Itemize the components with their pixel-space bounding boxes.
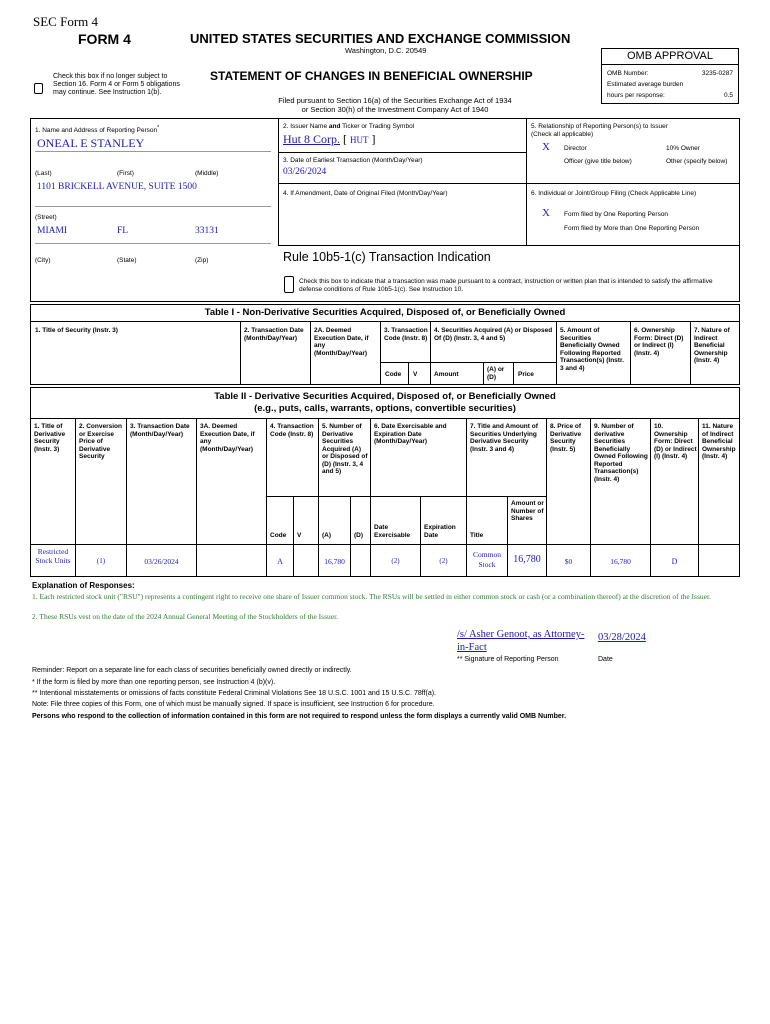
- t2-h3: 3. Transaction Date (Month/Day/Year): [130, 423, 190, 438]
- t2-h10: 10. Ownership Form: Direct (D) or Indirect (I) (Instr. 4): [654, 423, 697, 460]
- one-person-label: Form filed by One Reporting Person: [564, 211, 669, 218]
- t1-h5: 5. Amount of Securities Beneficially Owned Following Reported Transaction(s) (Instr. 3 and 4): [560, 327, 624, 372]
- sec-form-label: SEC Form 4: [33, 14, 99, 29]
- t2-h4: 4. Transaction Code (Instr. 8): [270, 423, 314, 438]
- t1-h2a: 2A. Deemed Execution Date, if any (Month/Day/Year): [314, 327, 369, 357]
- explanation-note-1: 1. Each restricted stock unit ("RSU") represents a contingent right to receive one share of Issuer common stock. The RSUs will be settled in either common stock or cash (or a combination thereof) at the discretion of the Issuer.: [32, 592, 711, 601]
- t2-row-owned: 16,780: [610, 557, 631, 566]
- t2-a: (A): [322, 532, 332, 539]
- zip-label: (Zip): [195, 257, 209, 264]
- footer-note-copies: Note: File three copies of this Form, one of which must be manually signed. If space is insufficient, see Instruction 6 for procedure.: [32, 701, 435, 708]
- t1-v: V: [413, 371, 418, 378]
- omb-title: OMB APPROVAL: [602, 49, 738, 65]
- explanation-title: Explanation of Responses:: [32, 581, 135, 590]
- state-label: (State): [117, 257, 137, 264]
- issuer-label: 2. Issuer Name and Ticker or Trading Symbol: [283, 123, 415, 130]
- t2-amount-shares: Amount or Number of Shares: [511, 500, 544, 522]
- t2-h1: 1. Title of Derivative Security (Instr. 3): [34, 423, 66, 453]
- t1-price: Price: [518, 371, 534, 378]
- t2-row-conv[interactable]: (1): [96, 557, 106, 565]
- director-mark[interactable]: X: [542, 141, 550, 153]
- t1-h1: 1. Title of Security (Instr. 3): [35, 327, 118, 334]
- t2-row-a: 16,780: [324, 557, 345, 566]
- t2-d: (D): [354, 532, 364, 539]
- t2-v: V: [297, 532, 302, 539]
- footer-note-star: * If the form is filed by more than one reporting person, see Instruction 4 (b)(v).: [32, 679, 276, 686]
- footer-omb-notice: Persons who respond to the collection of information contained in this form are not required to respond unless the form displays a currently valid OMB Number.: [32, 713, 567, 720]
- middle-label: (Middle): [195, 170, 219, 177]
- t2-h2: 2. Conversion or Exercise Price of Derivative Security: [79, 423, 122, 460]
- t2-h7: 7. Title and Amount of Securities Underlying Derivative Security (Instr. 3 and 4): [470, 423, 538, 453]
- t2-row-title: Common Stock: [473, 550, 501, 569]
- t2-date-exercisable: Date Exercisable: [374, 524, 411, 539]
- t1-amount: Amount: [434, 371, 459, 378]
- omb-burden-label: Estimated average burden: [607, 81, 684, 88]
- officer-label: Officer (give title below): [564, 158, 632, 165]
- city-value: MIAMI: [37, 226, 68, 236]
- street-label: (Street): [35, 214, 57, 221]
- form-title: FORM 4: [78, 31, 131, 47]
- last-label: (Last): [35, 170, 52, 177]
- rule-10b5-checkbox[interactable]: [284, 276, 294, 293]
- omb-approval-box: [601, 48, 739, 104]
- t2-row-shares: 16,780: [513, 554, 541, 565]
- t2-row-form: D: [671, 557, 678, 566]
- ten-percent-owner-label: 10% Owner: [666, 145, 700, 152]
- t2-h9: 9. Number of derivative Securities Beneficially Owned Following Reported Transaction(s) (Instr. 4): [594, 423, 648, 483]
- more-persons-label: Form filed by More than One Reporting Person: [564, 225, 700, 232]
- reporting-person-name: ONEAL E STANLEY: [37, 136, 145, 150]
- omb-number: 3235-0287: [701, 70, 733, 77]
- issuer-name: Hut 8 Corp. [ HUT ]: [283, 132, 376, 146]
- city-label: (City): [35, 257, 51, 264]
- first-label: (First): [117, 170, 134, 177]
- one-person-mark[interactable]: X: [542, 207, 550, 219]
- t1-a-or-d: (A) or (D): [487, 366, 505, 381]
- explanation-note-2: 2. These RSUs vest on the date of the 2024 Annual General Meeting of the Stockholders of the Issuer.: [32, 612, 339, 621]
- earliest-transaction-label: 3. Date of Earliest Transaction (Month/Day/Year): [283, 157, 423, 164]
- t2-row-code: A: [277, 557, 283, 566]
- t2-h3a: 3A. Deemed Execution Date, if any (Month/Day/Year): [200, 423, 255, 453]
- earliest-transaction-date: 03/26/2024: [283, 167, 327, 177]
- t2-title: Title: [470, 532, 484, 539]
- t1-h7: 7. Nature of Indirect Beneficial Ownership (Instr. 4): [694, 327, 730, 364]
- issuer-ticker: HUT: [350, 135, 369, 145]
- relationship-label: 5. Relationship of Reporting Person(s) to Issuer (Check all applicable): [531, 123, 668, 138]
- commission-location: Washington, D.C. 20549: [345, 46, 427, 55]
- reporting-person-label: 1. Name and Address of Reporting Person*: [35, 125, 160, 135]
- signature-name: /s/ Asher Genoot, as Attorney-in-Fact: [457, 629, 585, 653]
- signature-date-label: Date: [598, 656, 613, 663]
- footer-reminder: Reminder: Report on a separate line for each class of securities beneficially owned directly or indirectly.: [32, 667, 352, 674]
- rule-10b5-text: Check this box to indicate that a transaction was made pursuant to a contract, instruction or written plan that is intended to satisfy the affirmative defense conditions of Rule 10b5-1(c). See Instruction 10.: [299, 278, 713, 293]
- t2-row-exp[interactable]: (2): [439, 557, 448, 565]
- t2-code: Code: [270, 532, 287, 539]
- amendment-label: 4. If Amendment, Date of Original Filed (Month/Day/Year): [283, 190, 448, 197]
- no-longer-subject-text: Check this box if no longer subject to Section 16. Form 4 or Form 5 obligations may continue. See Instruction 1(b).: [53, 73, 180, 96]
- rule-10b5-title: Rule 10b5-1(c) Transaction Indication: [283, 250, 491, 264]
- t2-row-security: Restricted Stock Units: [35, 547, 71, 565]
- t2-h5: 5. Number of Derivative Securities Acquired (A) or Disposed of (D) (Instr. 3, 4 and 5): [322, 423, 368, 475]
- zip-value: 33131: [195, 226, 219, 236]
- filing-label: 6. Individual or Joint/Group Filing (Check Applicable Line): [531, 190, 697, 197]
- director-label: Director: [564, 145, 587, 152]
- t2-expiration: Expiration Date: [424, 524, 456, 539]
- t2-h8: 8. Price of Derivative Security (Instr. 5): [550, 423, 582, 453]
- table-2-title: Table II - Derivative Securities Acquired, Disposed of, or Beneficially Owned (e.g., puts, calls, warrants, options, convertible securities): [214, 391, 556, 414]
- t1-code: Code: [385, 371, 402, 378]
- issuer-name-link[interactable]: Hut 8 Corp.: [283, 132, 340, 146]
- t2-h6: 6. Date Exercisable and Expiration Date (Month/Day/Year): [374, 423, 447, 445]
- omb-hours-label: hours per response:: [607, 92, 665, 99]
- omb-number-label: OMB Number:: [607, 70, 649, 77]
- statement-title: STATEMENT OF CHANGES IN BENEFICIAL OWNERSHIP: [210, 69, 533, 83]
- t2-row-date: 03/26/2024: [144, 557, 179, 566]
- state-value: FL: [117, 226, 129, 236]
- footer-note-double-star: ** Intentional misstatements or omissions of facts constitute Federal Criminal Violations See 18 U.S.C. 1001 and 15 U.S.C. 78ff(a).: [32, 690, 436, 697]
- t2-h11: 11. Nature of Indirect Beneficial Ownership (Instr. 4): [702, 423, 736, 460]
- commission-title: UNITED STATES SECURITIES AND EXCHANGE COMMISSION: [190, 31, 571, 46]
- t1-h3: 3. Transaction Code (Instr. 8): [384, 327, 428, 342]
- t1-h4: 4. Securities Acquired (A) or Disposed Of (D) (Instr. 3, 4 and 5): [434, 327, 553, 342]
- street-address: 1101 BRICKELL AVENUE, SUITE 1500: [37, 182, 197, 192]
- no-longer-subject-checkbox[interactable]: [34, 83, 43, 94]
- table-1-title: Table I - Non-Derivative Securities Acquired, Disposed of, or Beneficially Owned: [204, 307, 566, 318]
- t1-h2: 2. Transaction Date (Month/Day/Year): [244, 327, 304, 342]
- t2-row-date-ex[interactable]: (2): [391, 557, 400, 565]
- other-label: Other (specify below): [666, 158, 728, 165]
- signature-label: ** Signature of Reporting Person: [457, 656, 559, 663]
- omb-hours: 0.5: [723, 92, 733, 99]
- signature-date: 03/28/2024: [598, 632, 646, 643]
- filed-pursuant-text: Filed pursuant to Section 16(a) of the Securities Exchange Act of 1934 or Section 30(h) of the Investment Company Act of 1940: [278, 96, 512, 114]
- t2-row-price: $0: [564, 557, 573, 566]
- t1-h6: 6. Ownership Form: Direct (D) or Indirect (I) (Instr. 4): [634, 327, 684, 357]
